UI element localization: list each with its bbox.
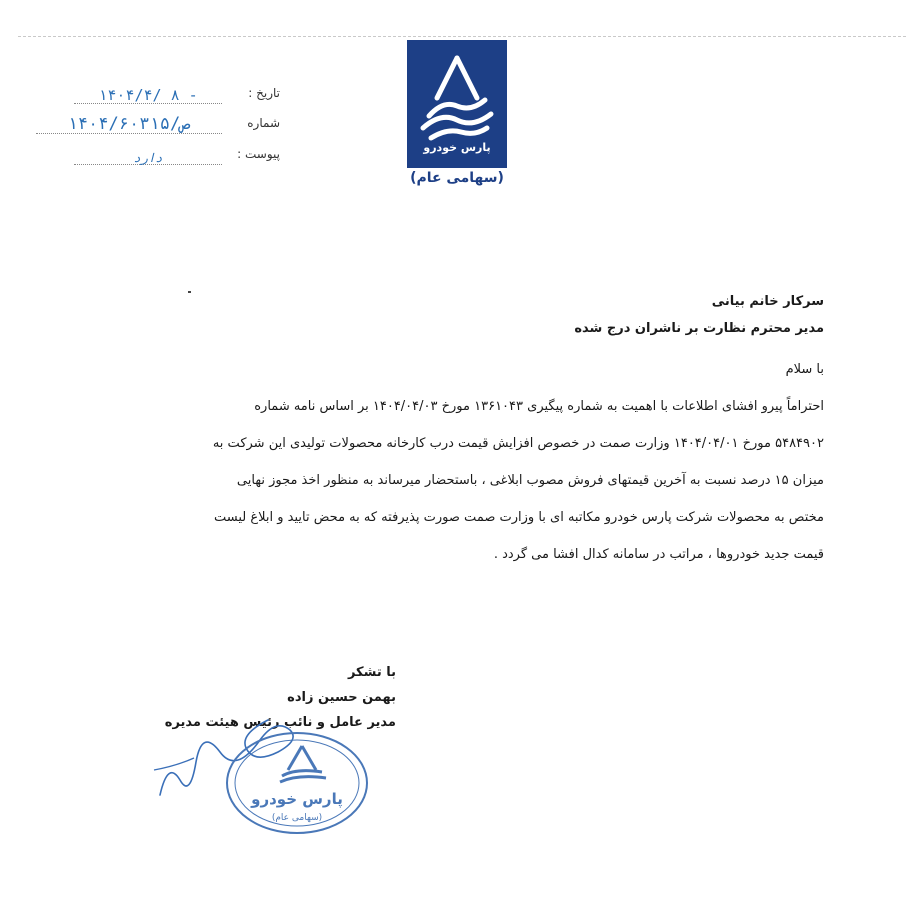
number-label: شماره xyxy=(247,116,280,130)
top-divider xyxy=(18,36,906,37)
body-line: ۵۴۸۴۹۰۲ مورخ ۱۴۰۴/۰۴/۰۱ وزارت صمت در خصوص افزایش قیمت درب کارخانه محصولات تولیدی این شرکت به xyxy=(212,436,824,451)
stamp-type-text: (سهامی عام) xyxy=(271,813,323,823)
date-field xyxy=(30,82,280,106)
stamp-logo-icon xyxy=(280,746,326,782)
attachment-value: دارد xyxy=(133,151,163,165)
signer-title: مدیر عامل و نائب رئیس هیئت مدیره xyxy=(164,715,396,730)
logo-text: پارس خودرو xyxy=(423,141,491,154)
stamp-company-text: پارس خودرو xyxy=(251,790,343,808)
body-line: قیمت جدید خودروها ، مراتب در سامانه کدال افشا می گردد . xyxy=(493,547,824,562)
closing-phrase: با تشکر xyxy=(347,665,396,680)
scan-speck xyxy=(188,291,191,293)
greeting: با سلام xyxy=(785,362,824,377)
body-line: احتراماً پیرو افشای اطلاعات با اهمیت به شماره پیگیری ۱۳۶۱۰۴۳ مورخ ۱۴۰۴/۰۴/۰۳ بر اساس نامه شماره xyxy=(254,399,824,414)
addressee-block xyxy=(224,288,824,342)
date-value: ۱۴۰۴/۴/ ۸ - xyxy=(98,86,198,104)
addressee-title: مدیر محترم نظارت بر ناشران درج شده xyxy=(574,321,824,336)
letter-body xyxy=(114,388,824,573)
company-stamp xyxy=(222,728,372,838)
number-value: ۱۴۰۴/ص/۶۰۳۱۵ xyxy=(67,114,191,134)
body-line: مختص به محصولات شرکت پارس خودرو مکاتبه ای با وزارت صمت صورت پذیرفته که به محض تایید و ابلاغ لیست xyxy=(214,510,824,525)
addressee-name: سرکار خانم بیانی xyxy=(711,294,824,309)
company-logo xyxy=(407,40,507,168)
attachment-label: پیوست : xyxy=(237,147,280,161)
attachment-field xyxy=(30,143,280,167)
number-field xyxy=(30,112,280,136)
body-line: میزان ۱۵ درصد نسبت به آخرین قیمتهای فروش مصوب ابلاغی ، باستحضار میرساند به منظور اخذ مجوز نهایی xyxy=(236,473,824,488)
company-type: (سهامی عام) xyxy=(410,170,504,186)
signer-name: بهمن حسین زاده xyxy=(287,690,396,705)
date-label: تاریخ : xyxy=(248,86,280,100)
